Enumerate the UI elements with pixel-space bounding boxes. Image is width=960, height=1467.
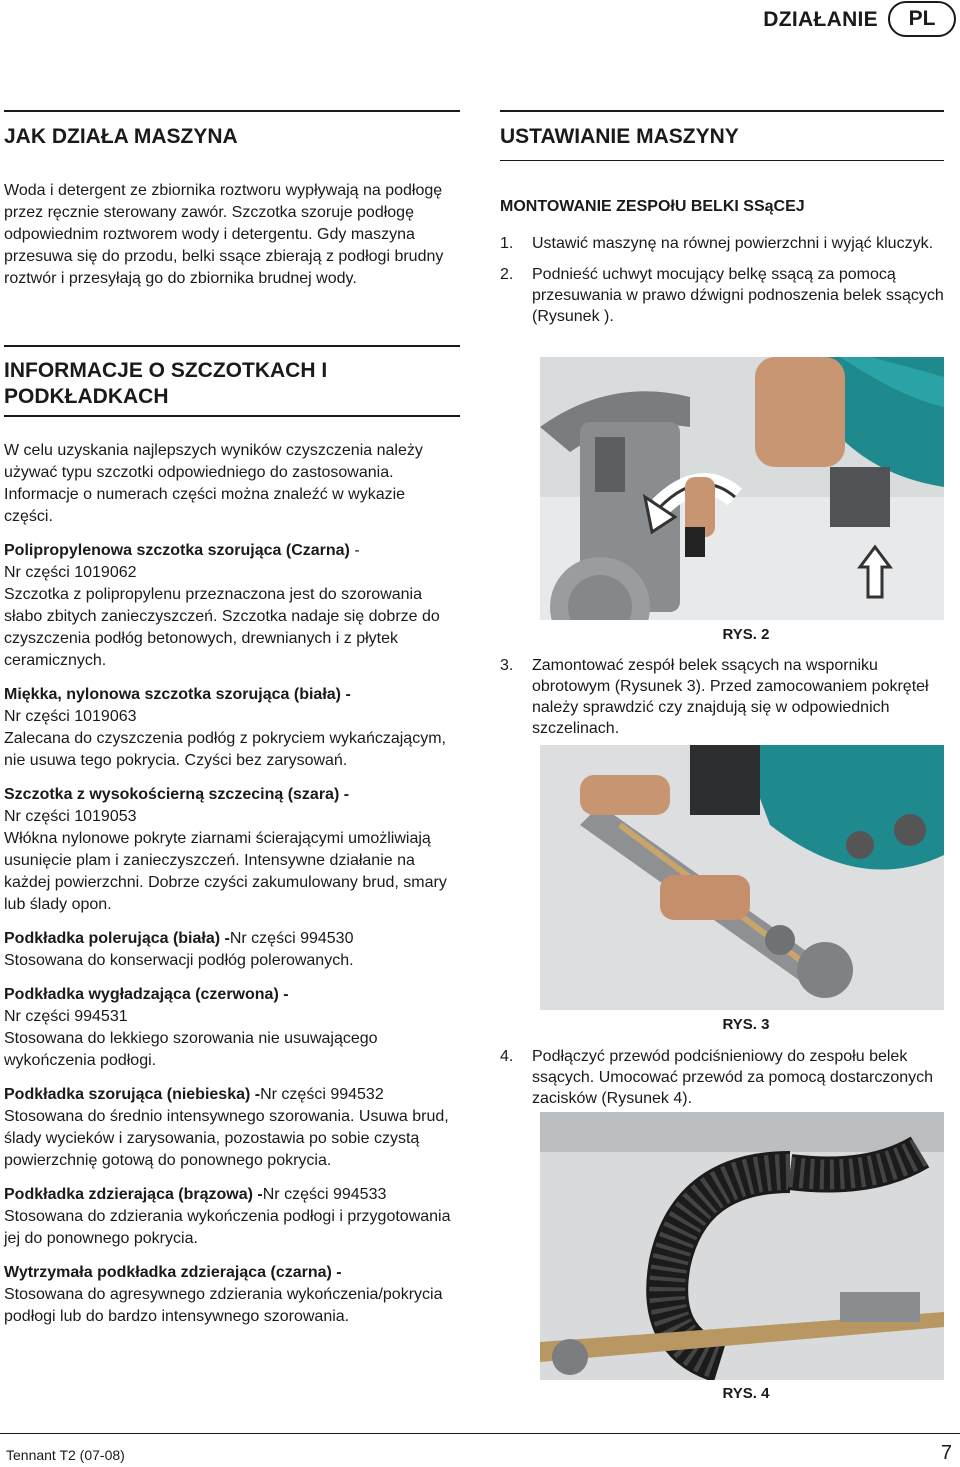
section-title-line: PODKŁADKACH — [4, 385, 169, 408]
subsection-title: MONTOWANIE ZESPOłU BELKI SSąCEJ — [500, 198, 805, 215]
section-rule — [4, 110, 460, 112]
setup-steps-3 — [500, 1046, 944, 1119]
brush-item — [4, 1262, 456, 1328]
brush-item-name: Miękka, nylonowa szczotka szorująca (biała) - — [4, 686, 351, 703]
figure-3-illustration — [540, 745, 944, 1010]
section-rule — [500, 110, 944, 112]
brush-item — [4, 984, 456, 1072]
section-title-machine-setup: USTAWIANIE MASZYNY — [500, 125, 739, 148]
brush-item-part-number: Nr części 994532 — [260, 1086, 384, 1103]
brush-item-part-number: Nr części 994531 — [4, 1008, 128, 1025]
section-title-how-machine-works: JAK DZIAŁA MASZYNA — [4, 125, 238, 148]
brush-item — [4, 1084, 456, 1172]
brush-item-description: Stosowana do konserwacji podłóg polerowanych. — [4, 952, 354, 969]
brush-item-name: Szczotka z wysokościerną szczeciną (szara) - — [4, 786, 350, 803]
step-item: 4. Podłączyć przewód podciśnieniowy do zespołu belek ssących. Umocować przewód za pomocą dostarczonych zacisków (Rysunek 4). — [500, 1048, 934, 1107]
figure-2-photo — [540, 357, 944, 620]
brush-item — [4, 540, 456, 672]
brush-item-part-number: Nr części 994530 — [229, 930, 354, 947]
section-rule — [4, 345, 460, 347]
language-badge: PL — [888, 1, 956, 37]
footer-model: Tennant T2 (07-08) — [6, 1447, 125, 1463]
brush-item-name: Polipropylenowa szczotka szorująca (Czarna) — [4, 542, 350, 559]
brush-item-description: Włókna nylonowe pokryte ziarnami ścierającymi umożliwiają usunięcie plam i zanieczyszczeń. Intensywne działanie na każdej powierzchni. Dobrze czyści zakumulowany brud, smary lub ślady opon. — [4, 830, 447, 913]
brush-item-description: Szczotka z polipropylenu przeznaczona jest do szorowania słabo zbitych zanieczyszczeń. Szczotka nadaje się dobrze do czyszczenia podłóg betonowych, drewnianych i z płytek ceramicznych. — [4, 586, 440, 669]
step-item: 3. Zamontować zespół belek ssących na wsporniku obrotowym (Rysunek 3). Przed zamocowaniem pokręteł należy sprawdzić czy znajdują się w odpowiednich szczelinach. — [500, 657, 929, 737]
brush-intro: W celu uzyskania najlepszych wyników czyszczenia należy używać typu szczotki odpowiedniego do zastosowania. Informacje o numerach części można znaleźć w wykazie części. — [4, 442, 423, 525]
footer-rule — [0, 1433, 960, 1434]
brush-item-name: Podkładka szorująca (niebieska) - — [4, 1086, 261, 1103]
section-title-line: INFORMACJE O SZCZOTKACH I — [4, 359, 328, 382]
header-title: DZIAŁANIE — [763, 8, 878, 31]
how-machine-works-text: Woda i detergent ze zbiornika roztworu wypływają na podłogę przez ręcznie sterowany zawór. Szczotka szoruje podłogę odpowiednim roztworem wody i detergentu. Gdy maszyna przesuwa się do przodu, belki ssące zbierają z podłogi brudny roztwór i przesyłają go do zbiornika brudnej wody. — [4, 182, 444, 287]
brush-item-dash: - — [349, 542, 360, 559]
page-number: 7 — [940, 1442, 952, 1464]
brush-item-name: Wytrzymała podkładka zdzierająca (czarna) - — [4, 1264, 342, 1281]
brush-item-name: Podkładka polerująca (biała) - — [4, 930, 230, 947]
brush-item-name: Podkładka zdzierająca (brązowa) - — [4, 1186, 263, 1203]
brush-item-part-number: Nr części 1019062 — [4, 564, 137, 581]
brush-items — [4, 540, 456, 1328]
brush-item — [4, 1184, 456, 1250]
figure-3-caption: RYS. 3 — [722, 1016, 770, 1033]
brush-item-description: Stosowana do średnio intensywnego szorowania. Usuwa brud, ślady wycieków i zarysowania, pozostawia po sobie czystą powierzchnię gotową do ponownego pokrycia. — [4, 1108, 449, 1169]
brush-item — [4, 684, 456, 772]
section-rule — [500, 160, 944, 161]
setup-steps-2 — [500, 655, 944, 749]
figure-4-photo — [540, 1112, 944, 1380]
figure-4-illustration — [540, 1112, 944, 1380]
step-item: 2. Podnieść uchwyt mocujący belkę ssącą za pomocą przesuwania w prawo dźwigni podnoszenia belek ssących (Rysunek ). — [500, 266, 944, 325]
brush-item-description: Stosowana do zdzierania wykończenia podłogi i przygotowania jej do ponownego pokrycia. — [4, 1208, 451, 1247]
brush-item-part-number: Nr części 994533 — [262, 1186, 387, 1203]
brush-item — [4, 784, 456, 916]
section-rule — [4, 415, 460, 417]
section-title-brushes-pads — [4, 358, 460, 410]
figure-2-caption: RYS. 2 — [722, 626, 770, 643]
brush-item-name: Podkładka wygładzająca (czerwona) - — [4, 986, 289, 1003]
brush-item-part-number: Nr części 1019053 — [4, 808, 137, 825]
figure-2-illustration — [540, 357, 944, 620]
figure-3-photo — [540, 745, 944, 1010]
setup-steps-1 — [500, 233, 944, 337]
brush-item — [4, 928, 456, 972]
brush-item-description: Stosowana do agresywnego zdzierania wykończenia/pokrycia podłogi lub do bardzo intensywnego szorowania. — [4, 1286, 443, 1325]
brush-item-part-number: Nr części 1019063 — [4, 708, 137, 725]
brush-item-description: Stosowana do lekkiego szorowania nie usuwającego wykończenia podłogi. — [4, 1030, 378, 1069]
brush-info-list — [4, 440, 456, 1340]
step-item: 1. Ustawić maszynę na równej powierzchni i wyjąć kluczyk. — [500, 235, 934, 252]
figure-4-caption: RYS. 4 — [722, 1385, 770, 1402]
brush-item-description: Zalecana do czyszczenia podłóg z pokryciem wykańczającym, nie usuwa tego pokrycia. Czyści bez zarysowań. — [4, 730, 446, 769]
